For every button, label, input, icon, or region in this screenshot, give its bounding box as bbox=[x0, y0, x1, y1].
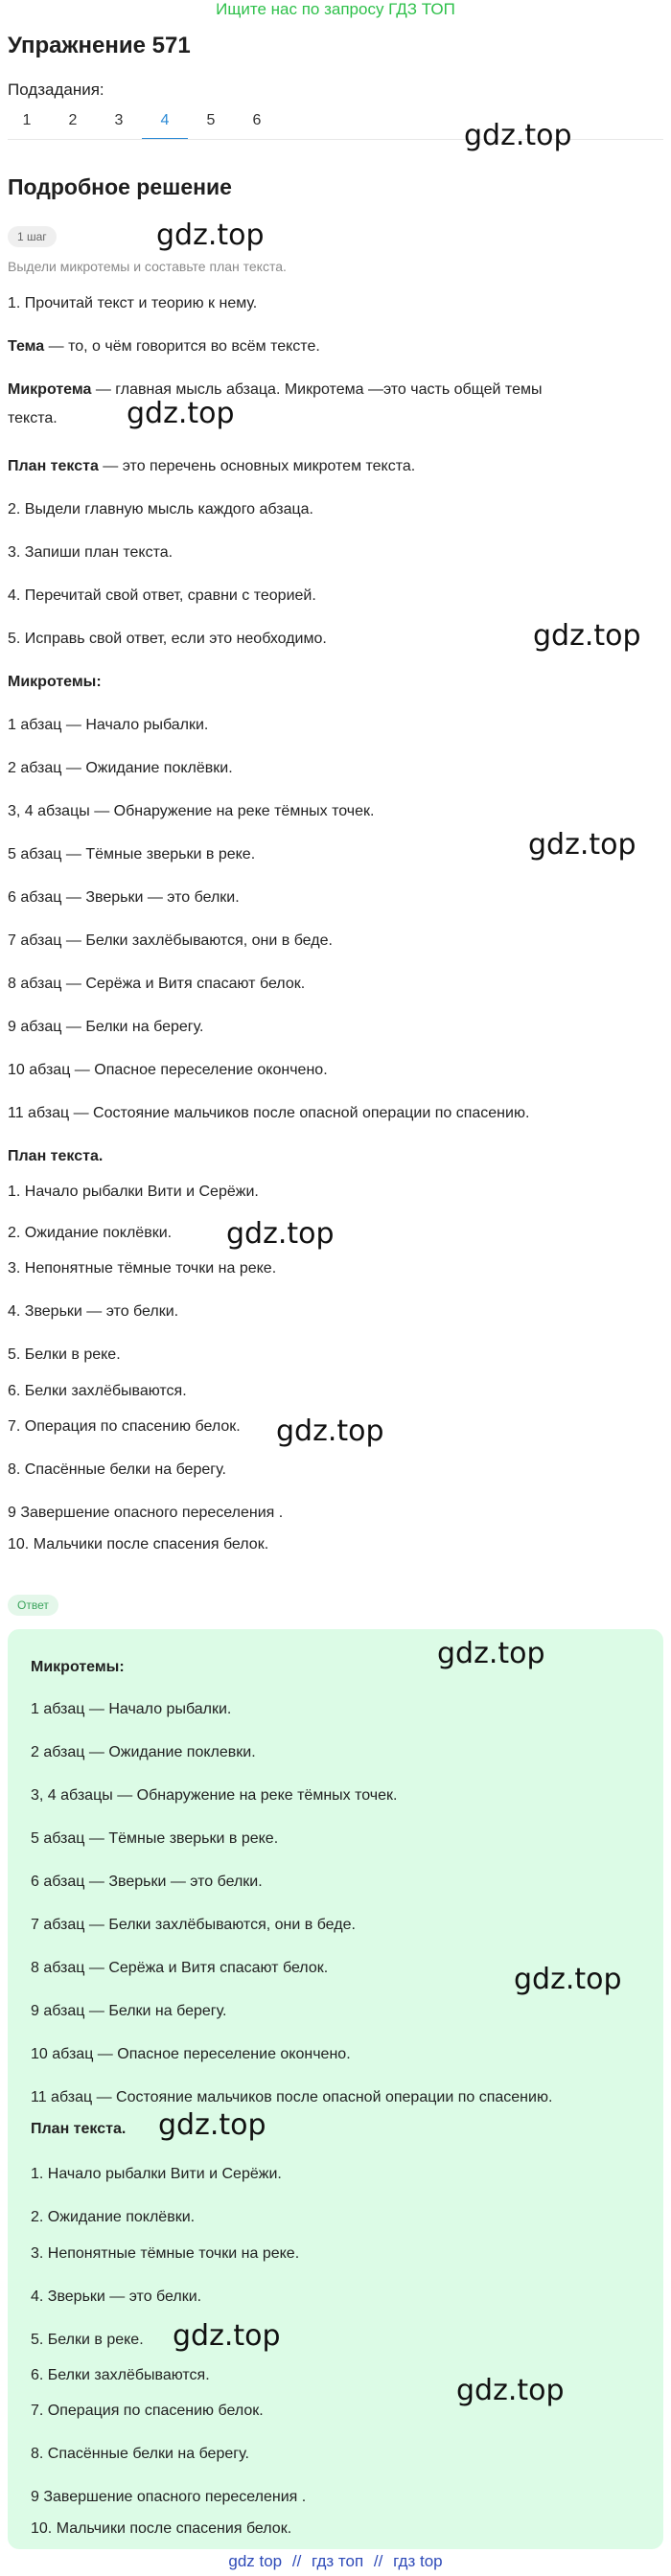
answer-micro-item: 10 абзац — Опасное переселение окончено. bbox=[31, 2046, 351, 2062]
answer-plan-item: 6. Белки захлёбываются. bbox=[31, 2367, 210, 2383]
answer-micro-heading: Микротемы: bbox=[31, 1659, 125, 1675]
answer-micro-item: 11 абзац — Состояние мальчиков после опасной операции по спасению. bbox=[31, 2089, 553, 2105]
micro-item: 10 абзац — Опасное переселение окончено. bbox=[8, 1062, 328, 1078]
micro-heading: Микротемы: bbox=[8, 674, 102, 690]
micro-item: 6 абзац — Зверьки — это белки. bbox=[8, 889, 240, 906]
answer-micro-item: 8 абзац — Серёжа и Витя спасают белок. bbox=[31, 1960, 329, 1976]
plan-item: 5. Белки в реке. bbox=[8, 1346, 121, 1363]
watermark: gdz.top bbox=[528, 828, 636, 862]
plan-item: 8. Спасённые белки на берегу. bbox=[8, 1461, 226, 1478]
task-hint: Выдели микротемы и составьте план текста. bbox=[8, 259, 287, 274]
definition: — главная мысль абзаца. Микротема —это часть общей темы bbox=[91, 381, 543, 398]
answer-micro-item: 7 абзац — Белки захлёбываются, они в беде. bbox=[31, 1917, 356, 1933]
footer-link-gdz-top[interactable]: gdz top bbox=[228, 2552, 283, 2570]
micro-item: 5 абзац — Тёмные зверьки в реке. bbox=[8, 846, 256, 862]
tab-5[interactable]: 5 bbox=[206, 112, 216, 128]
answer-plan-item: 1. Начало рыбалки Вити и Серёжи. bbox=[31, 2166, 282, 2182]
answer-micro-item: 6 абзац — Зверьки — это белки. bbox=[31, 1874, 263, 1890]
footer-separator: // bbox=[291, 2552, 302, 2570]
micro-item: 3, 4 абзацы — Обнаружение на реке тёмных точек. bbox=[8, 803, 375, 819]
answer-plan-item: 7. Операция по спасению белок. bbox=[31, 2403, 264, 2419]
watermark: gdz.top bbox=[514, 1963, 622, 1996]
step-line: 5. Исправь свой ответ, если это необходимо. bbox=[8, 631, 327, 647]
page-title: Упражнение 571 bbox=[8, 33, 191, 58]
plan-item: 3. Непонятные тёмные точки на реке. bbox=[8, 1260, 277, 1276]
answer-plan-item: 10. Мальчики после спасения белок. bbox=[31, 2520, 292, 2537]
subtask-tabs bbox=[4, 104, 280, 140]
plan-item: 2. Ожидание поклёвки. bbox=[8, 1225, 173, 1241]
step-line: 3. Запиши план текста. bbox=[8, 544, 174, 561]
theory-micro-cont: текста. bbox=[8, 410, 58, 426]
subtasks-label: Подзадания: bbox=[8, 80, 104, 99]
watermark: gdz.top bbox=[464, 119, 572, 152]
step-line: 2. Выдели главную мысль каждого абзаца. bbox=[8, 501, 313, 518]
answer-micro-item: 9 абзац — Белки на берегу. bbox=[31, 2003, 227, 2019]
plan-item: 9 Завершение опасного переселения . bbox=[8, 1505, 284, 1521]
answer-badge: Ответ bbox=[8, 1595, 58, 1616]
watermark: gdz.top bbox=[158, 2108, 266, 2142]
watermark: gdz.top bbox=[156, 218, 265, 252]
plan-item: 6. Белки захлёбываются. bbox=[8, 1383, 187, 1399]
micro-item: 9 абзац — Белки на берегу. bbox=[8, 1019, 204, 1035]
answer-plan-item: 4. Зверьки — это белки. bbox=[31, 2288, 202, 2305]
term: Тема bbox=[8, 338, 45, 355]
theory-micro bbox=[8, 379, 659, 402]
footer-links bbox=[0, 2552, 671, 2571]
answer-plan-item: 5. Белки в реке. bbox=[31, 2332, 144, 2348]
watermark: gdz.top bbox=[173, 2319, 281, 2353]
plan-item: 1. Начало рыбалки Вити и Серёжи. bbox=[8, 1184, 259, 1200]
tab-2[interactable]: 2 bbox=[68, 112, 78, 128]
step-line: 1. Прочитай текст и теорию к нему. bbox=[8, 295, 258, 311]
watermark: gdz.top bbox=[226, 1217, 335, 1251]
answer-plan-item: 8. Спасённые белки на берегу. bbox=[31, 2446, 249, 2462]
watermark: gdz.top bbox=[456, 2374, 565, 2407]
plan-item: 4. Зверьки — это белки. bbox=[8, 1303, 179, 1320]
theory-tema bbox=[8, 335, 659, 358]
answer-plan-item: 3. Непонятные тёмные точки на реке. bbox=[31, 2245, 300, 2262]
micro-item: 11 абзац — Состояние мальчиков после опасной операции по спасению. bbox=[8, 1105, 530, 1121]
answer-plan-item: 2. Ожидание поклёвки. bbox=[31, 2209, 196, 2225]
watermark: gdz.top bbox=[127, 397, 235, 430]
step-badge: 1 шаг bbox=[8, 226, 57, 247]
footer-separator: // bbox=[373, 2552, 383, 2570]
watermark: gdz.top bbox=[533, 619, 641, 653]
micro-item: 2 абзац — Ожидание поклёвки. bbox=[8, 760, 233, 776]
answer-plan-item: 9 Завершение опасного переселения . bbox=[31, 2489, 307, 2505]
definition: — это перечень основных микротем текста. bbox=[98, 458, 416, 474]
answer-micro-item: 5 абзац — Тёмные зверьки в реке. bbox=[31, 1830, 279, 1847]
plan-heading: План текста. bbox=[8, 1148, 104, 1164]
answer-micro-item: 1 абзац — Начало рыбалки. bbox=[31, 1701, 232, 1717]
footer-link-gdz-top-mixed[interactable]: гдз top bbox=[393, 2552, 443, 2570]
solution-heading: Подробное решение bbox=[8, 174, 232, 199]
micro-item: 1 абзац — Начало рыбалки. bbox=[8, 717, 209, 733]
answer-plan-heading: План текста. bbox=[31, 2121, 127, 2137]
tab-3[interactable]: 3 bbox=[114, 112, 124, 128]
plan-item: 10. Мальчики после спасения белок. bbox=[8, 1536, 269, 1552]
definition: — то, о чём говорится во всём тексте. bbox=[44, 338, 320, 355]
tab-1[interactable]: 1 bbox=[22, 112, 32, 128]
micro-item: 8 абзац — Серёжа и Витя спасают белок. bbox=[8, 976, 306, 992]
plan-item: 7. Операция по спасению белок. bbox=[8, 1418, 241, 1435]
term: План текста bbox=[8, 458, 99, 474]
tab-4[interactable]: 4 bbox=[142, 104, 188, 140]
footer-link-gdz-top-ru[interactable]: гдз топ bbox=[312, 2552, 364, 2570]
answer-micro-item: 2 абзац — Ожидание поклевки. bbox=[31, 1744, 256, 1760]
tab-6[interactable]: 6 bbox=[252, 112, 262, 128]
term: Микротема bbox=[8, 381, 92, 398]
watermark: gdz.top bbox=[437, 1637, 545, 1670]
theory-plan bbox=[8, 455, 659, 478]
promo-banner: Ищите нас по запросу ГДЗ ТОП bbox=[216, 0, 455, 18]
micro-item: 7 абзац — Белки захлёбываются, они в беде. bbox=[8, 932, 333, 949]
answer-micro-item: 3, 4 абзацы — Обнаружение на реке тёмных точек. bbox=[31, 1787, 398, 1804]
watermark: gdz.top bbox=[276, 1414, 384, 1448]
step-line: 4. Перечитай свой ответ, сравни с теорией. bbox=[8, 587, 316, 604]
